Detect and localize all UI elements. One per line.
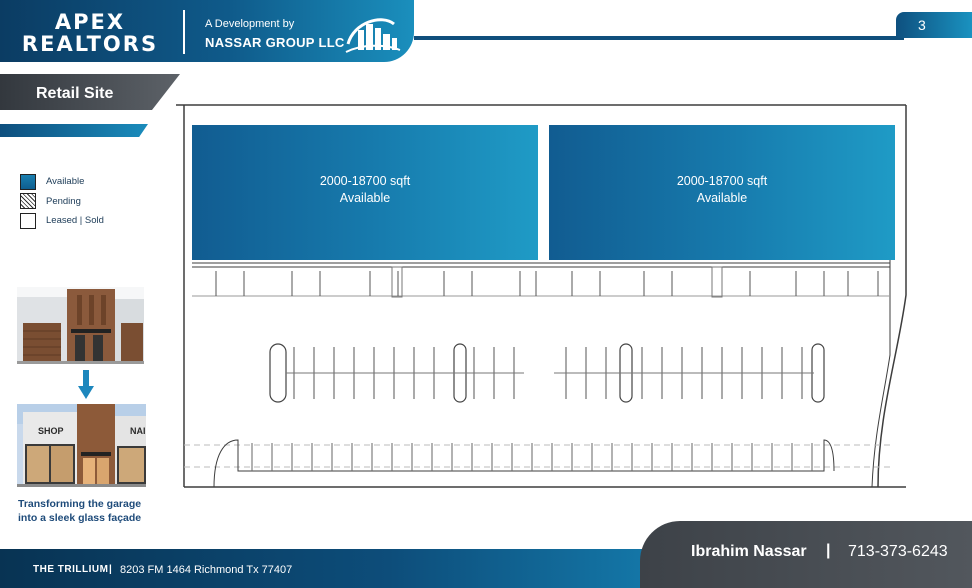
shop-sign-2: NAI	[130, 426, 146, 436]
project-name: THE TRILLIUM	[33, 564, 109, 575]
brand-logo	[10, 11, 170, 55]
contact-phone[interactable]: 713-373-6243	[848, 543, 948, 560]
contact-separator: |	[826, 542, 831, 559]
footer-separator: |	[109, 564, 112, 575]
unit-status: Available	[339, 191, 391, 205]
brand-name-line1: APEX	[54, 10, 126, 34]
arrow-down-icon	[78, 370, 94, 400]
shop-sign: SHOP	[38, 426, 64, 436]
available-swatch	[20, 174, 36, 190]
legend-item-pending	[20, 192, 104, 212]
legend-item-leased	[20, 211, 104, 231]
retail-unit-2[interactable]	[549, 125, 895, 260]
project-address: 8203 FM 1464 Richmond Tx 77407	[120, 564, 293, 576]
page-number-badge	[896, 12, 972, 38]
unit-size: 2000-18700 sqft	[319, 174, 411, 188]
pending-swatch	[20, 193, 36, 209]
unit-size: 2000-18700 sqft	[676, 174, 768, 188]
accent-stripe	[0, 124, 148, 137]
before-rendering	[17, 287, 144, 364]
header-rule	[414, 36, 904, 40]
logo-divider	[183, 10, 185, 54]
page-number: 3	[918, 17, 926, 33]
developer-name: NASSAR GROUP LLC	[205, 35, 345, 50]
leased-swatch	[20, 213, 36, 229]
legend-label: Leased | Sold	[46, 215, 104, 227]
legend-item-available	[20, 172, 104, 192]
developed-by-label: A Development by	[205, 18, 295, 30]
rendering-caption: Transforming the garage into a sleek glass façade	[18, 498, 142, 524]
contact-name: Ibrahim Nassar	[691, 543, 807, 560]
legend-label: Available	[46, 176, 85, 188]
unit-status: Available	[696, 191, 748, 205]
section-title: Retail Site	[36, 85, 114, 102]
legend-label: Pending	[46, 195, 81, 207]
city-skyline-icon	[344, 14, 402, 54]
after-rendering	[17, 404, 146, 487]
legend	[20, 172, 104, 231]
brand-name-line2: REALTORS	[21, 32, 159, 56]
retail-unit-1[interactable]	[192, 125, 538, 260]
